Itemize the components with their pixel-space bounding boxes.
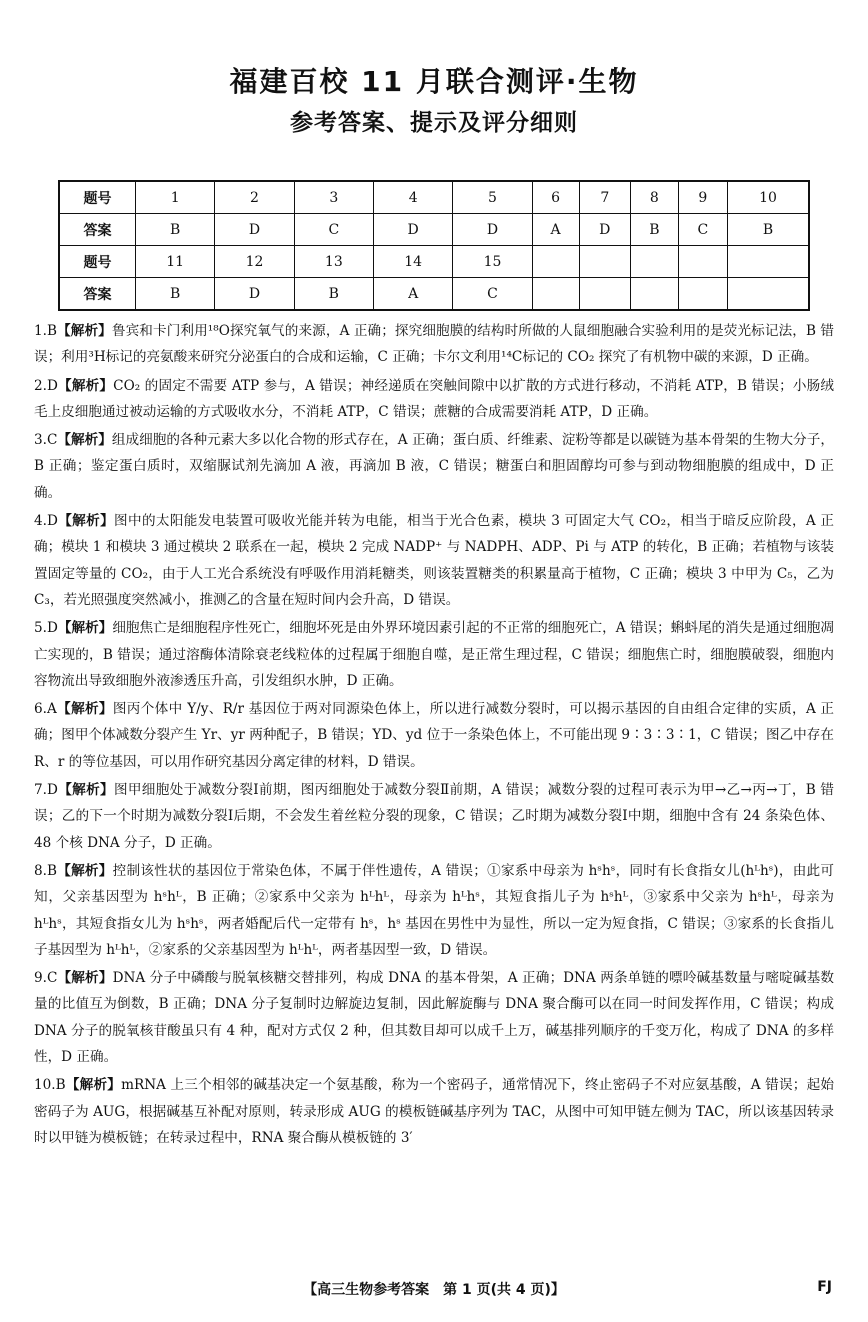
question-number-cell <box>631 246 679 278</box>
analysis-tag: 【解析】 <box>56 701 113 718</box>
question-number-cell: 13 <box>294 246 373 278</box>
item-number-answer: 2.D <box>34 377 58 394</box>
analysis-tag: 【解析】 <box>57 782 114 799</box>
row-label-question: 题号 <box>59 181 136 214</box>
answer-cell: D <box>215 278 294 311</box>
question-number-cell <box>579 246 631 278</box>
answer-cell: B <box>294 278 373 311</box>
answer-cell <box>532 278 579 311</box>
explanation-list <box>34 318 834 1153</box>
question-number-cell: 7 <box>579 181 631 214</box>
explanation-item <box>34 965 834 1070</box>
analysis-tag: 【解析】 <box>57 432 112 449</box>
answer-table <box>58 180 810 311</box>
answer-cell: B <box>136 214 215 246</box>
question-number-cell: 15 <box>453 246 532 278</box>
answer-cell: D <box>215 214 294 246</box>
answer-cell: C <box>678 214 727 246</box>
question-number-cell: 11 <box>136 246 215 278</box>
analysis-text: 组成细胞的各种元素大多以化合物的形式存在，A 正确；蛋白质、纤维素、淀粉等都是以碳链为基本骨架的生物大分子，B 正确；鉴定蛋白质时，双缩脲试剂先滴加 A 液，再滴加 B 液，C 错误；糖蛋白和胆固醇均可参与到动物细胞膜的组成中，D 正确。 <box>34 432 834 501</box>
analysis-tag: 【解析】 <box>57 513 115 530</box>
analysis-text: mRNA 上三个相邻的碱基决定一个氨基酸，称为一个密码子，通常情况下，终止密码子不对应氨基酸，A 错误；起始密码子为 AUG，根据碱基互补配对原则，转录形成 AUG 的模板链碱基序列为 TAC，从图中可知甲链左侧为 TAC，所以该基因转录时以甲链为模板链；在转录过程中，RNA 聚合酶从模板链的 3′ <box>34 1077 835 1146</box>
answer-cell: D <box>453 214 532 246</box>
answer-cell: A <box>532 214 579 246</box>
item-number-answer: 6.A <box>34 701 57 718</box>
answer-cell: D <box>579 214 631 246</box>
question-number-cell: 5 <box>453 181 532 214</box>
analysis-text: 图甲细胞处于减数分裂Ⅰ前期，图丙细胞处于减数分裂Ⅱ前期，A 错误；减数分裂的过程可表示为甲→乙→丙→丁，B 错误；乙的下一个时期为减数分裂Ⅰ后期，不会发生着丝粒分裂的现象，C 错误；乙时期为减数分裂Ⅰ中期，细胞中含有 24 条染色体、48 个核 DNA 分子，D 正确。 <box>34 782 834 851</box>
item-number-answer: 9.C <box>34 970 58 987</box>
analysis-tag: 【解析】 <box>65 1077 122 1094</box>
explanation-item <box>34 373 834 426</box>
question-number-cell: 12 <box>215 246 294 278</box>
row-label-question: 题号 <box>59 246 136 278</box>
explanation-item <box>34 615 834 694</box>
analysis-text: 图丙个体中 Y/y、R/r 基因位于两对同源染色体上，所以进行减数分裂时，可以揭示基因的自由组合定律的实质，A 正确；图甲个体减数分裂产生 Yr、yr 两种配子，B 错误；YD、yd 位于一条染色体上，不可能出现 9∶3∶3∶1，C 错误；图乙中存在 R、r 的等位基因，可以用作研究基因分离定律的材料，D 错误。 <box>34 701 835 770</box>
page-title: 福建百校 11 月联合测评·生物 <box>229 65 639 98</box>
question-number-cell: 9 <box>678 181 727 214</box>
answer-cell: C <box>453 278 532 311</box>
item-number-answer: 10.B <box>34 1077 66 1094</box>
item-number-answer: 1.B <box>34 323 57 339</box>
question-number-cell: 10 <box>728 181 809 214</box>
answer-cell <box>579 278 631 311</box>
answer-cell <box>728 278 809 311</box>
analysis-text: 图中的太阳能发电装置可吸收光能并转为电能，相当于光合色素，模块 3 可固定大气 CO₂，相当于暗反应阶段，A 正确；模块 1 和模块 3 通过模块 2 联系在一起，模块 2 完成 NADP⁺ 与 NADPH、ADP、Pi 与 ATP 的转化，B 正确；若植物与该装置固定等量的 CO₂，由于人工光合系统没有呼吸作用消耗糖类，则该装置糖类的积累量高于植物，C 正确；模块 3 中甲为 C₅，乙为 C₃，若光照强度突然减小，推测乙的含量在短时间内会升高，D 错误。 <box>34 513 834 608</box>
answer-cell <box>631 278 679 311</box>
question-number-cell: 1 <box>136 181 215 214</box>
explanation-item <box>34 1072 834 1151</box>
explanation-item <box>34 508 834 613</box>
explanation-item <box>34 427 834 506</box>
question-number-cell <box>532 246 579 278</box>
explanation-item <box>34 777 834 856</box>
analysis-tag: 【解析】 <box>57 970 113 987</box>
question-number-cell: 14 <box>373 246 452 278</box>
item-number-answer: 7.D <box>34 782 58 799</box>
answer-cell: B <box>728 214 809 246</box>
explanation-item <box>34 858 834 963</box>
question-number-cell: 8 <box>631 181 679 214</box>
analysis-tag: 【解析】 <box>57 377 114 394</box>
analysis-text: 鲁宾和卡门利用¹⁸O探究氧气的来源，A 正确；探究细胞膜的结构时所做的人鼠细胞融合实验利用的是荧光标记法，B 错误；利用³H标记的亮氨酸来研究分泌蛋白的合成和运输，C 正确；卡尔文利用¹⁴C标记的 CO₂ 探究了有机物中碳的来源，D 正确。 <box>34 323 834 366</box>
answer-cell: A <box>373 278 452 311</box>
item-number-answer: 8.B <box>34 862 57 879</box>
question-number-row <box>59 246 809 278</box>
question-number-cell: 4 <box>373 181 452 214</box>
item-number-answer: 4.D <box>34 513 58 530</box>
item-number-answer: 3.C <box>34 432 58 449</box>
answer-cell: D <box>373 214 452 246</box>
answer-row <box>59 278 809 311</box>
analysis-text: CO₂ 的固定不需要 ATP 参与，A 错误；神经递质在突触间隙中以扩散的方式进行移动，不消耗 ATP，B 错误；小肠绒毛上皮细胞通过被动运输的方式吸收水分，不消耗 ATP，C 错误；蔗糖的合成需要消耗 ATP，D 正确。 <box>34 377 834 420</box>
page-subtitle: 参考答案、提示及评分细则 <box>290 110 578 136</box>
question-number-cell: 2 <box>215 181 294 214</box>
analysis-tag: 【解析】 <box>57 620 113 637</box>
row-label-answer: 答案 <box>59 214 136 246</box>
analysis-tag: 【解析】 <box>56 323 112 339</box>
question-number-cell: 3 <box>294 181 373 214</box>
footer-region-code: FJ <box>817 1279 832 1295</box>
row-label-answer: 答案 <box>59 278 136 311</box>
question-number-cell: 6 <box>532 181 579 214</box>
question-number-cell <box>678 246 727 278</box>
explanation-item <box>34 318 834 371</box>
answer-cell <box>678 278 727 311</box>
page-footer: 【高三生物参考答案 第 1 页(共 4 页)】 <box>303 1282 565 1298</box>
answer-cell: C <box>294 214 373 246</box>
item-number-answer: 5.D <box>34 620 58 637</box>
analysis-text: 细胞焦亡是细胞程序性死亡，细胞坏死是由外界环境因素引起的不正常的细胞死亡，A 错误；蝌蚪尾的消失是通过细胞凋亡实现的，B 错误；通过溶酶体清除衰老线粒体的过程属于细胞自噬，是正常生理过程，C 错误；细胞焦亡时，细胞膜破裂，细胞内容物流出导致细胞外液渗透压升高，引发组织水肿，D 正确。 <box>34 620 835 689</box>
explanation-item <box>34 696 834 775</box>
analysis-tag: 【解析】 <box>56 862 113 879</box>
answer-cell: B <box>136 278 215 311</box>
analysis-text: 控制该性状的基因位于常染色体，不属于伴性遗传，A 错误；①家系中母亲为 hˢhˢ，同时有长食指女儿(hᴸhˢ)，由此可知，父亲基因型为 hˢhᴸ，B 正确；②家系中父亲为 hᴸhᴸ，母亲为 hᴸhˢ，其短食指儿子为 hˢhᴸ，③家系中父亲为 hˢhᴸ，母亲为 hᴸhˢ，其短食指女儿为 hˢhˢ，两者婚配后代一定带有 hˢ，hˢ 基因在男性中为显性，所以一定为短食指，C 错误；③家系的长食指儿子基因型为 hᴸhᴸ，②家系的父亲基因型为 hᴸhᴸ，两者基因型一致，D 错误。 <box>34 862 834 958</box>
question-number-cell <box>728 246 809 278</box>
answer-cell: B <box>631 214 679 246</box>
question-number-row <box>59 181 809 214</box>
analysis-text: DNA 分子中磷酸与脱氧核糖交替排列，构成 DNA 的基本骨架，A 正确；DNA 两条单链的嘌呤碱基数量与嘧啶碱基数量的比值互为倒数，B 正确；DNA 分子复制时边解旋边复制，因此解旋酶与 DNA 聚合酶可以在同一时间发挥作用，C 错误；构成 DNA 分子的脱氧核苷酸虽只有 4 种，配对方式仅 2 种，但其数目却可以成千上万，碱基排列顺序的千变万化，构成了 DNA 的多样性，D 正确。 <box>34 970 834 1066</box>
answer-row <box>59 214 809 246</box>
